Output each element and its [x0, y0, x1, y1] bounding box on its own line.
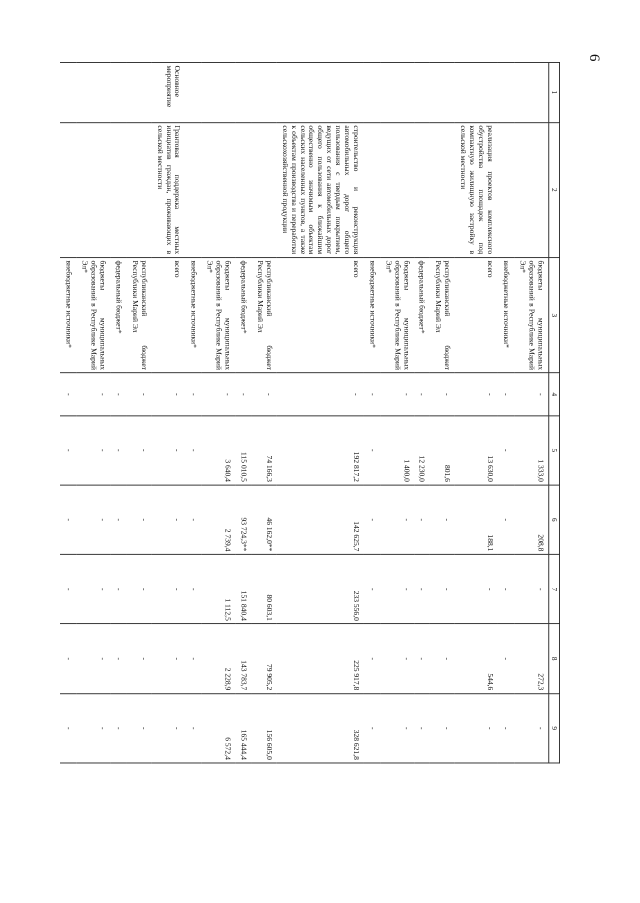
cell-col-3: внебюджетные источники*: [60, 257, 76, 373]
cell-col-7: -: [514, 555, 548, 624]
budget-table: [60, 62, 560, 763]
table-row: [414, 62, 430, 763]
cell-col-9: -: [380, 693, 414, 763]
cell-col-3: бюджеты муниципальных образований в Республике Марий Эл*: [76, 257, 110, 373]
cell-col-4: -: [430, 373, 455, 415]
cell-col-1: [414, 62, 430, 122]
cell-col-4: -: [185, 373, 201, 415]
cell-col-3: федеральный бюджет*: [414, 257, 430, 373]
cell-col-7: -: [414, 555, 430, 624]
cell-col-1: [252, 62, 277, 122]
cell-col-6: 142 625,7: [277, 485, 364, 554]
cell-col-7: -: [380, 555, 414, 624]
cell-col-3: республиканский бюджет Республики Марий Эл: [126, 257, 151, 373]
cell-col-3: всего: [277, 257, 364, 373]
cell-col-4: -: [202, 373, 236, 415]
cell-col-8: -: [380, 624, 414, 693]
column-header-3: 3: [548, 257, 559, 373]
cell-col-6: -: [380, 485, 414, 554]
column-header-6: 6: [548, 485, 559, 554]
cell-col-5: -: [498, 416, 514, 485]
column-header-2: 2: [548, 122, 559, 257]
cell-col-6: -: [126, 485, 151, 554]
cell-col-4: -: [514, 373, 548, 415]
cell-col-2: [514, 122, 548, 257]
cell-col-3: республиканский бюджет Республики Марий Эл: [430, 257, 455, 373]
cell-col-6: -: [498, 485, 514, 554]
cell-col-9: -: [514, 693, 548, 763]
cell-col-6: -: [185, 485, 201, 554]
cell-col-4: -: [364, 373, 380, 415]
header-row: [548, 62, 559, 763]
cell-col-1: [514, 62, 548, 122]
cell-col-1: [430, 62, 455, 122]
table-row: [514, 62, 548, 763]
cell-col-4: -: [414, 373, 430, 415]
cell-col-2: [126, 122, 151, 257]
cell-col-3: федеральный бюджет*: [235, 257, 251, 373]
cell-col-2: Грантовая поддержка местных инициатив граждан, проживающих в сельской местности: [152, 122, 186, 257]
cell-col-8: 2 228,9: [202, 624, 236, 693]
page-number: 6: [586, 54, 602, 62]
cell-col-3: республиканский бюджет Республики Марий Эл: [252, 257, 277, 373]
cell-col-8: 79 905,2: [252, 624, 277, 693]
table-row: [110, 62, 126, 763]
cell-col-2: [498, 122, 514, 257]
cell-col-7: 233 556,0: [277, 555, 364, 624]
cell-col-6: -: [60, 485, 76, 554]
cell-col-3: всего: [455, 257, 498, 373]
table-row: [235, 62, 251, 763]
cell-col-9: 328 621,8: [277, 693, 364, 763]
cell-col-5: 74 166,3: [252, 416, 277, 485]
cell-col-1: [498, 62, 514, 122]
cell-col-6: 208,8: [514, 485, 548, 554]
cell-col-7: -: [60, 555, 76, 624]
table-row: [252, 62, 277, 763]
cell-col-9: -: [498, 693, 514, 763]
cell-col-4: -: [76, 373, 110, 415]
cell-col-2: [110, 122, 126, 257]
cell-col-5: 12 230,0: [414, 416, 430, 485]
cell-col-8: 143 783,7: [235, 624, 251, 693]
column-header-8: 8: [548, 624, 559, 693]
cell-col-5: -: [126, 416, 151, 485]
cell-col-4: -: [455, 373, 498, 415]
cell-col-7: -: [110, 555, 126, 624]
cell-col-5: 115 010,5: [235, 416, 251, 485]
table-row: [277, 62, 364, 763]
cell-col-7: 151 840,4: [235, 555, 251, 624]
cell-col-7: -: [126, 555, 151, 624]
cell-col-9: 156 605,0: [252, 693, 277, 763]
cell-col-9: -: [430, 693, 455, 763]
cell-col-8: -: [152, 624, 186, 693]
cell-col-1: [60, 62, 76, 122]
cell-col-5: -: [76, 416, 110, 485]
cell-col-5: 13 630,0: [455, 416, 498, 485]
cell-col-2: [364, 122, 380, 257]
cell-col-6: -: [110, 485, 126, 554]
cell-col-7: -: [185, 555, 201, 624]
column-header-7: 7: [548, 555, 559, 624]
cell-col-9: -: [364, 693, 380, 763]
table-row: [498, 62, 514, 763]
cell-col-1: [202, 62, 236, 122]
cell-col-7: -: [430, 555, 455, 624]
cell-col-9: -: [60, 693, 76, 763]
cell-col-8: -: [364, 624, 380, 693]
cell-col-5: -: [110, 416, 126, 485]
table-row: [60, 62, 76, 763]
column-header-5: 5: [548, 416, 559, 485]
cell-col-1: [185, 62, 201, 122]
cell-col-3: всего: [152, 257, 186, 373]
table-row: [185, 62, 201, 763]
cell-col-1: [364, 62, 380, 122]
table-row: [152, 62, 186, 763]
cell-col-8: -: [430, 624, 455, 693]
cell-col-9: -: [152, 693, 186, 763]
cell-col-7: -: [498, 555, 514, 624]
cell-col-5: 1 400,0: [380, 416, 414, 485]
cell-col-2: строительство и реконструкция автомобильных дорог общего пользования с твердым покрытием, ведущих от сети автомобильных дорог общего пользования к ближайшим общественно значимым объектам сельских населенных пунктов, а также к объектам производства и переработки сельскохозяйственной продукции: [277, 122, 364, 257]
cell-col-7: 1 112,5: [202, 555, 236, 624]
cell-col-2: [235, 122, 251, 257]
cell-col-5: -: [152, 416, 186, 485]
cell-col-6: -: [364, 485, 380, 554]
cell-col-2: реализация проектов комплексного обустройства площадок под компактную жилищную застройку в сельской местности: [455, 122, 498, 257]
column-header-1: 1: [548, 62, 559, 122]
cell-col-1: [455, 62, 498, 122]
cell-col-6: 188,1: [455, 485, 498, 554]
cell-col-8: 225 917,8: [277, 624, 364, 693]
cell-col-2: [414, 122, 430, 257]
column-header-9: 9: [548, 693, 559, 763]
cell-col-9: 6 572,4: [202, 693, 236, 763]
cell-col-3: внебюджетные источники*: [364, 257, 380, 373]
table-body: [60, 62, 548, 763]
table-row: [455, 62, 498, 763]
cell-col-2: [380, 122, 414, 257]
cell-col-1: Основное мероприятие: [152, 62, 186, 122]
cell-col-5: 1 333,0: [514, 416, 548, 485]
table-row: [126, 62, 151, 763]
cell-col-4: -: [126, 373, 151, 415]
cell-col-4: -: [60, 373, 76, 415]
table-row: [380, 62, 414, 763]
rotated-table-container: [64, 62, 560, 763]
cell-col-3: бюджеты муниципальных образований в Республике Марий Эл*: [202, 257, 236, 373]
cell-col-9: -: [185, 693, 201, 763]
cell-col-6: -: [414, 485, 430, 554]
cell-col-4: -: [380, 373, 414, 415]
cell-col-9: -: [76, 693, 110, 763]
cell-col-5: -: [185, 416, 201, 485]
cell-col-2: [252, 122, 277, 257]
cell-col-2: [185, 122, 201, 257]
cell-col-5: 192 817,2: [277, 416, 364, 485]
cell-col-8: -: [185, 624, 201, 693]
cell-col-8: -: [76, 624, 110, 693]
cell-col-8: 544,6: [455, 624, 498, 693]
cell-col-8: -: [110, 624, 126, 693]
cell-col-6: 46 162,0**: [252, 485, 277, 554]
cell-col-6: -: [430, 485, 455, 554]
cell-col-8: 272,3: [514, 624, 548, 693]
cell-col-6: -: [152, 485, 186, 554]
cell-col-5: -: [60, 416, 76, 485]
cell-col-8: -: [126, 624, 151, 693]
cell-col-9: 165 444,4: [235, 693, 251, 763]
table-row: [76, 62, 110, 763]
cell-col-8: -: [498, 624, 514, 693]
cell-col-8: -: [60, 624, 76, 693]
cell-col-4: -: [498, 373, 514, 415]
cell-col-1: [380, 62, 414, 122]
cell-col-1: [277, 62, 364, 122]
cell-col-3: бюджеты муниципальных образований в Республике Марий Эл*: [514, 257, 548, 373]
cell-col-3: внебюджетные источники*: [185, 257, 201, 373]
column-header-4: 4: [548, 373, 559, 415]
table-row: [430, 62, 455, 763]
cell-col-2: [76, 122, 110, 257]
cell-col-2: [430, 122, 455, 257]
cell-col-3: внебюджетные источники*: [498, 257, 514, 373]
cell-col-9: -: [126, 693, 151, 763]
cell-col-8: -: [414, 624, 430, 693]
cell-col-6: 93 724,3**: [235, 485, 251, 554]
cell-col-7: -: [76, 555, 110, 624]
cell-col-7: -: [364, 555, 380, 624]
cell-col-4: -: [252, 373, 277, 415]
cell-col-4: -: [152, 373, 186, 415]
cell-col-1: [76, 62, 110, 122]
cell-col-6: 2 739,4: [202, 485, 236, 554]
cell-col-1: [110, 62, 126, 122]
cell-col-7: 80 603,1: [252, 555, 277, 624]
cell-col-3: федеральный бюджет*: [110, 257, 126, 373]
cell-col-9: -: [455, 693, 498, 763]
table-row: [364, 62, 380, 763]
table-row: [202, 62, 236, 763]
cell-col-9: -: [414, 693, 430, 763]
cell-col-7: -: [152, 555, 186, 624]
cell-col-1: [126, 62, 151, 122]
cell-col-1: [235, 62, 251, 122]
cell-col-2: [202, 122, 236, 257]
cell-col-4: -: [277, 373, 364, 415]
cell-col-3: бюджеты муниципальных образований в Республике Марий Эл*: [380, 257, 414, 373]
cell-col-4: -: [235, 373, 251, 415]
cell-col-7: -: [455, 555, 498, 624]
cell-col-4: -: [110, 373, 126, 415]
cell-col-5: 3 640,4: [202, 416, 236, 485]
cell-col-9: -: [110, 693, 126, 763]
cell-col-6: -: [76, 485, 110, 554]
cell-col-5: -: [364, 416, 380, 485]
cell-col-5: 801,6: [430, 416, 455, 485]
cell-col-2: [60, 122, 76, 257]
